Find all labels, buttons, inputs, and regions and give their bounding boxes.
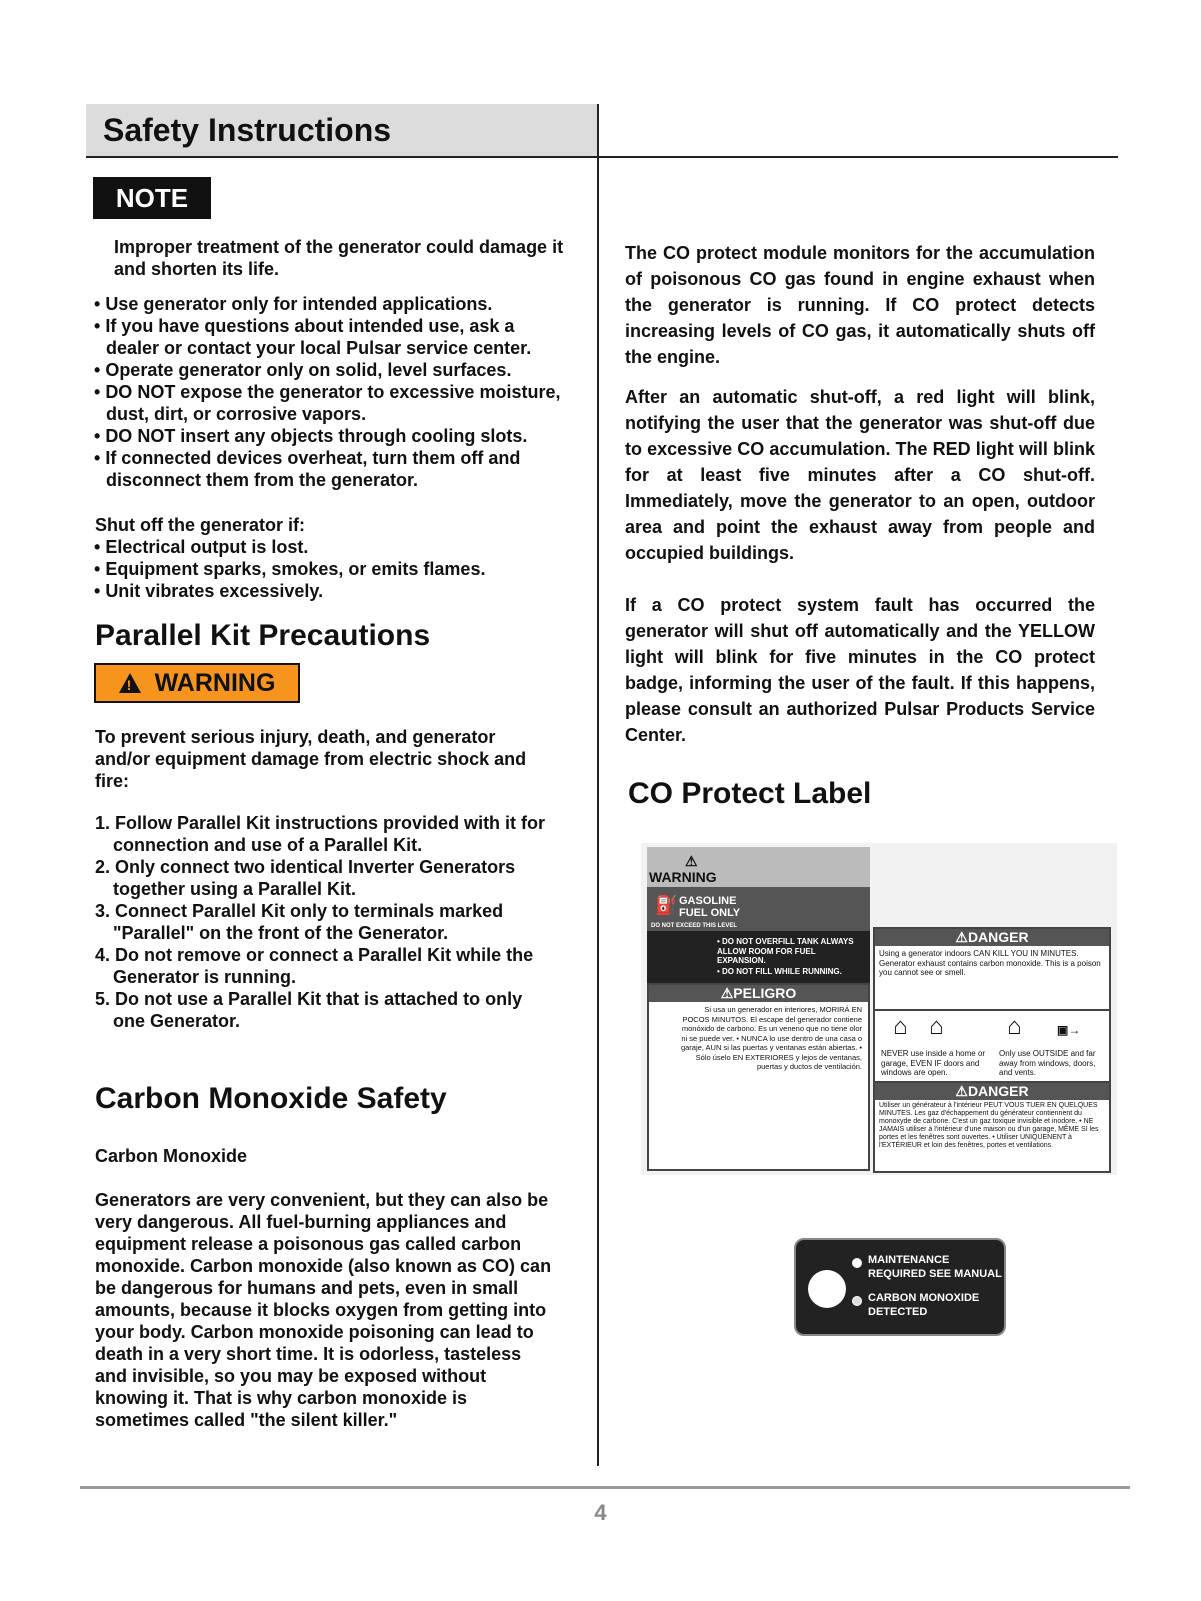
header-rule bbox=[86, 156, 1118, 158]
level-note: DO NOT EXCEED THIS LEVEL bbox=[651, 923, 738, 929]
parallel-item: 5. Do not use a Parallel Kit that is attached to only one Generator. bbox=[95, 989, 523, 1031]
house-no-generator-icon: ⌂ bbox=[893, 1013, 908, 1040]
co-paragraph: Generators are very convenient, but they can also be very dangerous. All fuel-burning appliances and equipment release a poisonous gas called carbon monoxide. Carbon monoxide (also known as CO) can be dangerous for humans and pets, even in small amounts, because it blocks oxygen from getting into your body. Carbon monoxide poisoning can lead to death in a very short time. It is odorless, tasteless and invisible, so you may be exposed without knowing it. That is why carbon monoxide is sometimes called "the silent killer." bbox=[95, 1190, 552, 1430]
shutoff-paragraph: After an automatic shut-off, a red light will blink, notifying the user that the generator was shut-off due to excessive CO accumulation. The RED light will blink for at least five minutes after a CO shut-off. Immediately, move the generator to an open, outdoor area and point the exhaust away from people and occupied buildings. bbox=[625, 387, 1095, 563]
footer-rule bbox=[80, 1486, 1130, 1489]
co-light-icon bbox=[852, 1296, 862, 1306]
co-protect-badge-light bbox=[808, 1270, 846, 1308]
parallel-list bbox=[95, 812, 555, 1032]
overfill-note: • DO NOT OVERFILL TANK ALWAYS ALLOW ROOM FOR FUEL EXPANSION. bbox=[717, 937, 854, 965]
danger-icon: ⚠ bbox=[955, 1083, 968, 1099]
shutoff-list bbox=[94, 536, 564, 602]
note-bullet: • If you have questions about intended use, ask a dealer or contact your local Pulsar service center. bbox=[94, 315, 564, 359]
maintenance-light-icon bbox=[852, 1258, 862, 1268]
warning-badge bbox=[94, 663, 300, 703]
co-label-heading: CO Protect Label bbox=[628, 777, 872, 810]
parallel-intro: To prevent serious injury, death, and generator and/or equipment damage from electric shock and fire: bbox=[95, 727, 527, 791]
fault-paragraph: If a CO protect system fault has occurred the generator will shut off automatically and the YELLOW light will blink for five minutes in the CO protect badge, informing the user of the fault. If this happens, please consult an authorized Pulsar Products Service Center. bbox=[625, 595, 1095, 745]
shutoff-bullet: • Equipment sparks, smokes, or emits flames. bbox=[94, 558, 564, 580]
co-protect-label bbox=[641, 843, 1117, 1175]
danger-en-panel bbox=[873, 927, 1111, 1011]
label-warning: WARNING bbox=[649, 869, 717, 885]
outside-only-text: Only use OUTSIDE and far away from windows, doors, and vents. bbox=[999, 1049, 1096, 1077]
note-bullet: • Use generator only for intended applications. bbox=[94, 293, 564, 315]
peligro-title: PELIGRO bbox=[733, 985, 797, 1001]
note-bullet: • If connected devices overheat, turn them off and disconnect them from the generator. bbox=[94, 447, 564, 491]
co-module-paragraph: The CO protect module monitors for the accumulation of poisonous CO gas found in engine exhaust when the generator is running. If CO protect detects increasing levels of CO gas, it automatically shuts off the engine. bbox=[625, 243, 1095, 367]
note-bullet: • DO NOT insert any objects through cooling slots. bbox=[94, 425, 564, 447]
note-bullet: • Operate generator only on solid, level surfaces. bbox=[94, 359, 564, 381]
running-note: • DO NOT FILL WHILE RUNNING. bbox=[717, 967, 842, 976]
shutoff-intro: Shut off the generator if: bbox=[95, 515, 305, 535]
peligro-text: Si usa un generador en interiores, MORIRÁ EN POCOS MINUTOS. El escape del generador contiene monóxido de carbono. Es un veneno que no tiene olor ni se puede ver. • NUNCA lo use dentro de una casa o garaje, AUN si las puertas y ventanas están abiertas. • Sólo úselo EN EXTERIORES y lejos de ventanas, puertas y ductos de ventilación. bbox=[680, 1005, 862, 1071]
pictogram-panel bbox=[873, 1011, 1111, 1083]
danger-icon: ⚠ bbox=[955, 929, 968, 945]
page-number: 4 bbox=[594, 1500, 607, 1525]
warning-triangle-icon bbox=[119, 673, 141, 693]
danger-en-text: Using a generator indoors CAN KILL YOU IN MINUTES. Generator exhaust contains carbon monoxide. This is a poison you cannot see or smell. bbox=[879, 949, 1101, 977]
parallel-heading: Parallel Kit Precautions bbox=[95, 619, 431, 652]
parallel-item: 4. Do not remove or connect a Parallel Kit while the Generator is running. bbox=[95, 945, 534, 987]
title-band bbox=[86, 104, 597, 156]
column-divider bbox=[597, 104, 599, 1466]
maintenance-label: MAINTENANCE REQUIRED SEE MANUAL bbox=[868, 1254, 1002, 1280]
fuel-type: GASOLINE FUEL ONLY bbox=[679, 895, 741, 919]
parallel-item: 3. Connect Parallel Kit only to terminals marked "Parallel" on the front of the Generator. bbox=[95, 901, 504, 943]
co-safety-heading: Carbon Monoxide Safety bbox=[95, 1082, 447, 1115]
note-text: Improper treatment of the generator could damage it and shorten its life. bbox=[114, 237, 564, 279]
status-indicator-panel bbox=[794, 1238, 1006, 1336]
parallel-item: 2. Only connect two identical Inverter Generators together using a Parallel Kit. bbox=[95, 857, 516, 899]
danger-en-title: DANGER bbox=[967, 929, 1029, 945]
danger-icon: ⚠ bbox=[720, 985, 734, 1001]
label-warning-icon: ⚠ bbox=[685, 853, 698, 869]
danger-fr-panel bbox=[873, 1083, 1111, 1173]
danger-fr-text: Utiliser un générateur à l'intérieur PEUT VOUS TUER EN QUELQUES MINUTES. Les gaz d'échappement du générateur contiennent du monoxyde de carbone. C'est un gaz toxique invisible et inodore. • NE JAMAIS utiliser à l'intérieur d'une maison ou d'un garage, MÊME SI les portes et les fenêtres sont ouvertes. • Utiliser UNIQUENENT à l'EXTÉRIEUR et loin des fenêtres, portes et ventilations. bbox=[879, 1102, 1099, 1149]
generator-outside-icon: ▣→ bbox=[1057, 1023, 1081, 1037]
peligro-panel bbox=[647, 983, 870, 1171]
shutoff-bullet: • Electrical output is lost. bbox=[94, 536, 564, 558]
danger-fr-title: DANGER bbox=[967, 1083, 1029, 1099]
warning-label: WARNING bbox=[154, 668, 276, 697]
co-subheading: Carbon Monoxide bbox=[95, 1146, 247, 1166]
page-title: Safety Instructions bbox=[103, 112, 392, 148]
note-bullet: • DO NOT expose the generator to excessive moisture, dust, dirt, or corrosive vapors. bbox=[94, 381, 564, 425]
note-badge: NOTE bbox=[93, 177, 211, 219]
shutoff-bullet: • Unit vibrates excessively. bbox=[94, 580, 564, 602]
house-outside-icon: ⌂ bbox=[1007, 1013, 1022, 1040]
co-detected-label: CARBON MONOXIDE DETECTED bbox=[868, 1292, 980, 1318]
never-inside-text: NEVER use inside a home or garage, EVEN IF doors and windows are open. bbox=[881, 1049, 986, 1077]
fuel-pump-icon: ⛽ bbox=[655, 895, 678, 915]
parallel-item: 1. Follow Parallel Kit instructions provided with it for connection and use of a Parallel Kit. bbox=[95, 813, 546, 855]
note-bullet-list bbox=[94, 293, 564, 491]
garage-no-generator-icon: ⌂ bbox=[929, 1013, 944, 1040]
